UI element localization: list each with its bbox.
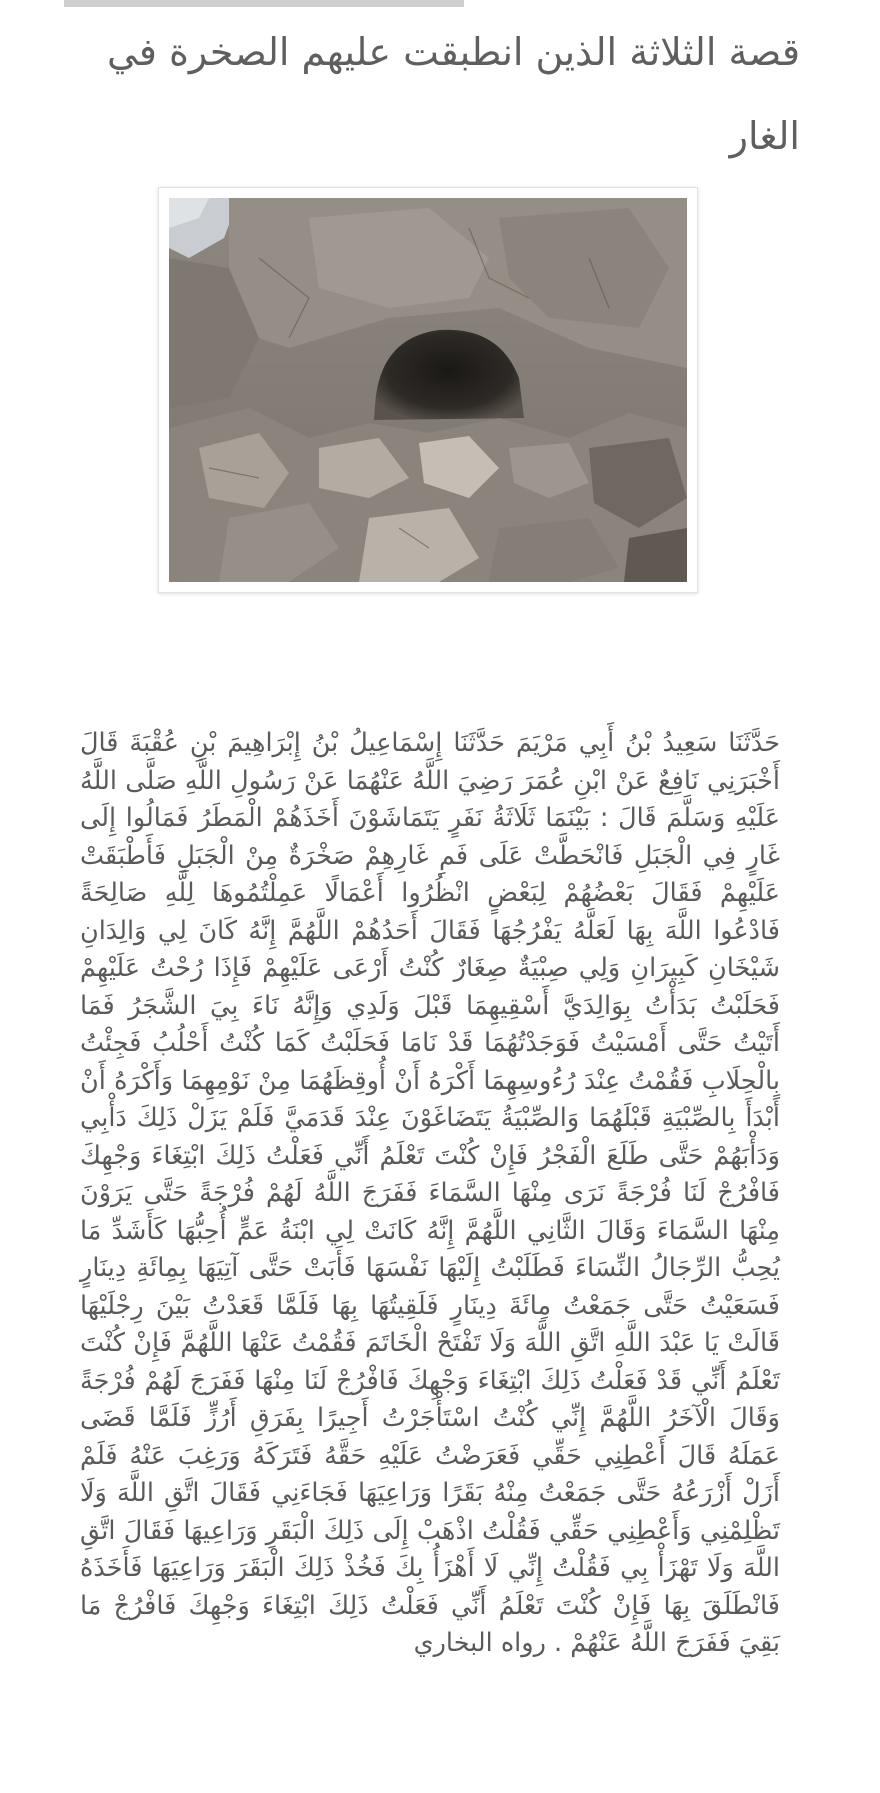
- cave-photo: [169, 198, 687, 582]
- page-title: قصة الثلاثة الذين انطبقت عليهم الصخرة في الغار: [107, 30, 800, 158]
- photo-frame: [158, 187, 698, 593]
- top-progress-bar: [64, 0, 464, 7]
- cave-photo-graphic: [169, 198, 687, 582]
- hadith-text: حَدَّثَنَا سَعِيدُ بْنُ أَبِي مَرْيَمَ حَدَّثَنَا إِسْمَاعِيلُ بْنُ إِبْرَاهِيمَ بْنِ عُقْبَةَ قَالَ أَخْبَرَنِي نَافِعٌ عَنْ ابْنِ عُمَرَ رَضِيَ اللَّهُ عَنْهُمَا عَنْ رَسُولِ اللَّهِ صَلَّى اللَّهُ عَلَيْهِ وَسَلَّمَ قَالَ : بَيْنَمَا ثَلَاثَةُ نَفَرٍ يَتَمَاشَوْنَ أَخَذَهُمْ الْمَطَرُ فَمَالُوا إِلَى غَارٍ فِي الْجَبَلِ فَانْحَطَّتْ عَلَى فَمِ غَارِهِمْ صَخْرَةٌ مِنْ الْجَبَلِ فَأَطْبَقَتْ عَلَيْهِمْ فَقَالَ بَعْضُهُمْ لِبَعْضٍ انْظُرُوا أَعْمَالًا عَمِلْتُمُوهَا لِلَّهِ صَالِحَةً فَادْعُوا اللَّهَ بِهَا لَعَلَّهُ يَفْرُجُهَا فَقَالَ أَحَدُهُمْ اللَّهُمَّ إِنَّهُ كَانَ لِي وَالِدَانِ شَيْخَانِ كَبِيرَانِ وَلِي صِبْيَةٌ صِغَارٌ كُنْتُ أَرْعَى عَلَيْهِمْ فَإِذَا رُحْتُ عَلَيْهِمْ فَحَلَبْتُ بَدَأْتُ بِوَالِدَيَّ أَسْقِيهِمَا قَبْلَ وَلَدِي وَإِنَّهُ نَاءَ بِيَ الشَّجَرُ فَمَا أَتَيْتُ حَتَّى أَمْسَيْتُ فَوَجَدْتُهُمَا قَدْ نَامَا فَحَلَبْتُ كَمَا كُنْتُ أَحْلُبُ فَجِئْتُ بِالْحِلَابِ فَقُمْتُ عِنْدَ رُءُوسِهِمَا أَكْرَهُ أَنْ أُوقِظَهُمَا مِنْ نَوْمِهِمَا وَأَكْرَهُ أَنْ أَبْدَأَ بِالصِّبْيَةِ قَبْلَهُمَا وَالصِّبْيَةُ يَتَضَاغَوْنَ عِنْدَ قَدَمَيَّ فَلَمْ يَزَلْ ذَلِكَ دَأْبِي وَدَأْبَهُمْ حَتَّى طَلَعَ الْفَجْرُ فَإِنْ كُنْتَ تَعْلَمُ أَنِّي فَعَلْتُ ذَلِكَ ابْتِغَاءَ وَجْهِكَ فَافْرُجْ لَنَا فُرْجَةً نَرَى مِنْهَا السَّمَاءَ فَفَرَجَ اللَّهُ لَهُمْ فُرْجَةً حَتَّى يَرَوْنَ مِنْهَا السَّمَاءَ وَقَالَ الثَّانِي اللَّهُمَّ إِنَّهُ كَانَتْ لِي ابْنَةُ عَمٍّ أُحِبُّهَا كَأَشَدِّ مَا يُحِبُّ الرِّجَالُ النِّسَاءَ فَطَلَبْتُ إِلَيْهَا نَفْسَهَا فَأَبَتْ حَتَّى آتِيَهَا بِمِائَةِ دِينَارٍ فَسَعَيْتُ حَتَّى جَمَعْتُ مِائَةَ دِينَارٍ فَلَقِيتُهَا بِهَا فَلَمَّا قَعَدْتُ بَيْنَ رِجْلَيْهَا قَالَتْ يَا عَبْدَ اللَّهِ اتَّقِ اللَّهَ وَلَا تَفْتَحْ الْخَاتَمَ فَقُمْتُ عَنْهَا اللَّهُمَّ فَإِنْ كُنْتَ تَعْلَمُ أَنِّي قَدْ فَعَلْتُ ذَلِكَ ابْتِغَاءَ وَجْهِكَ فَافْرُجْ لَنَا مِنْهَا فَفَرَجَ لَهُمْ فُرْجَةً وَقَالَ الْآخَرُ اللَّهُمَّ إِنِّي كُنْتُ اسْتَأْجَرْتُ أَجِيرًا بِفَرَقِ أَرُزٍّ فَلَمَّا قَضَى عَمَلَهُ قَالَ أَعْطِنِي حَقِّي فَعَرَضْتُ عَلَيْهِ حَقَّهُ فَتَرَكَهُ وَرَغِبَ عَنْهُ فَلَمْ أَزَلْ أَزْرَعُهُ حَتَّى جَمَعْتُ مِنْهُ بَقَرًا وَرَاعِيَهَا فَجَاءَنِي فَقَالَ اتَّقِ اللَّهَ وَلَا تَظْلِمْنِي وَأَعْطِنِي حَقِّي فَقُلْتُ اذْهَبْ إِلَى ذَلِكَ الْبَقَرِ وَرَاعِيهَا فَقَالَ اتَّقِ اللَّهَ وَلَا تَهْزَأْ بِي فَقُلْتُ إِنِّي لَا أَهْزَأُ بِكَ فَخُذْ ذَلِكَ الْبَقَرَ وَرَاعِيَهَا فَأَخَذَهُ فَانْطَلَقَ بِهَا فَإِنْ كُنْتَ تَعْلَمُ أَنِّي فَعَلْتُ ذَلِكَ ابْتِغَاءَ وَجْهِكَ فَافْرُجْ مَا بَقِيَ فَفَرَجَ اللَّهُ عَنْهُمْ . رواه البخاري: [80, 728, 780, 1658]
- article-body: [80, 725, 780, 1663]
